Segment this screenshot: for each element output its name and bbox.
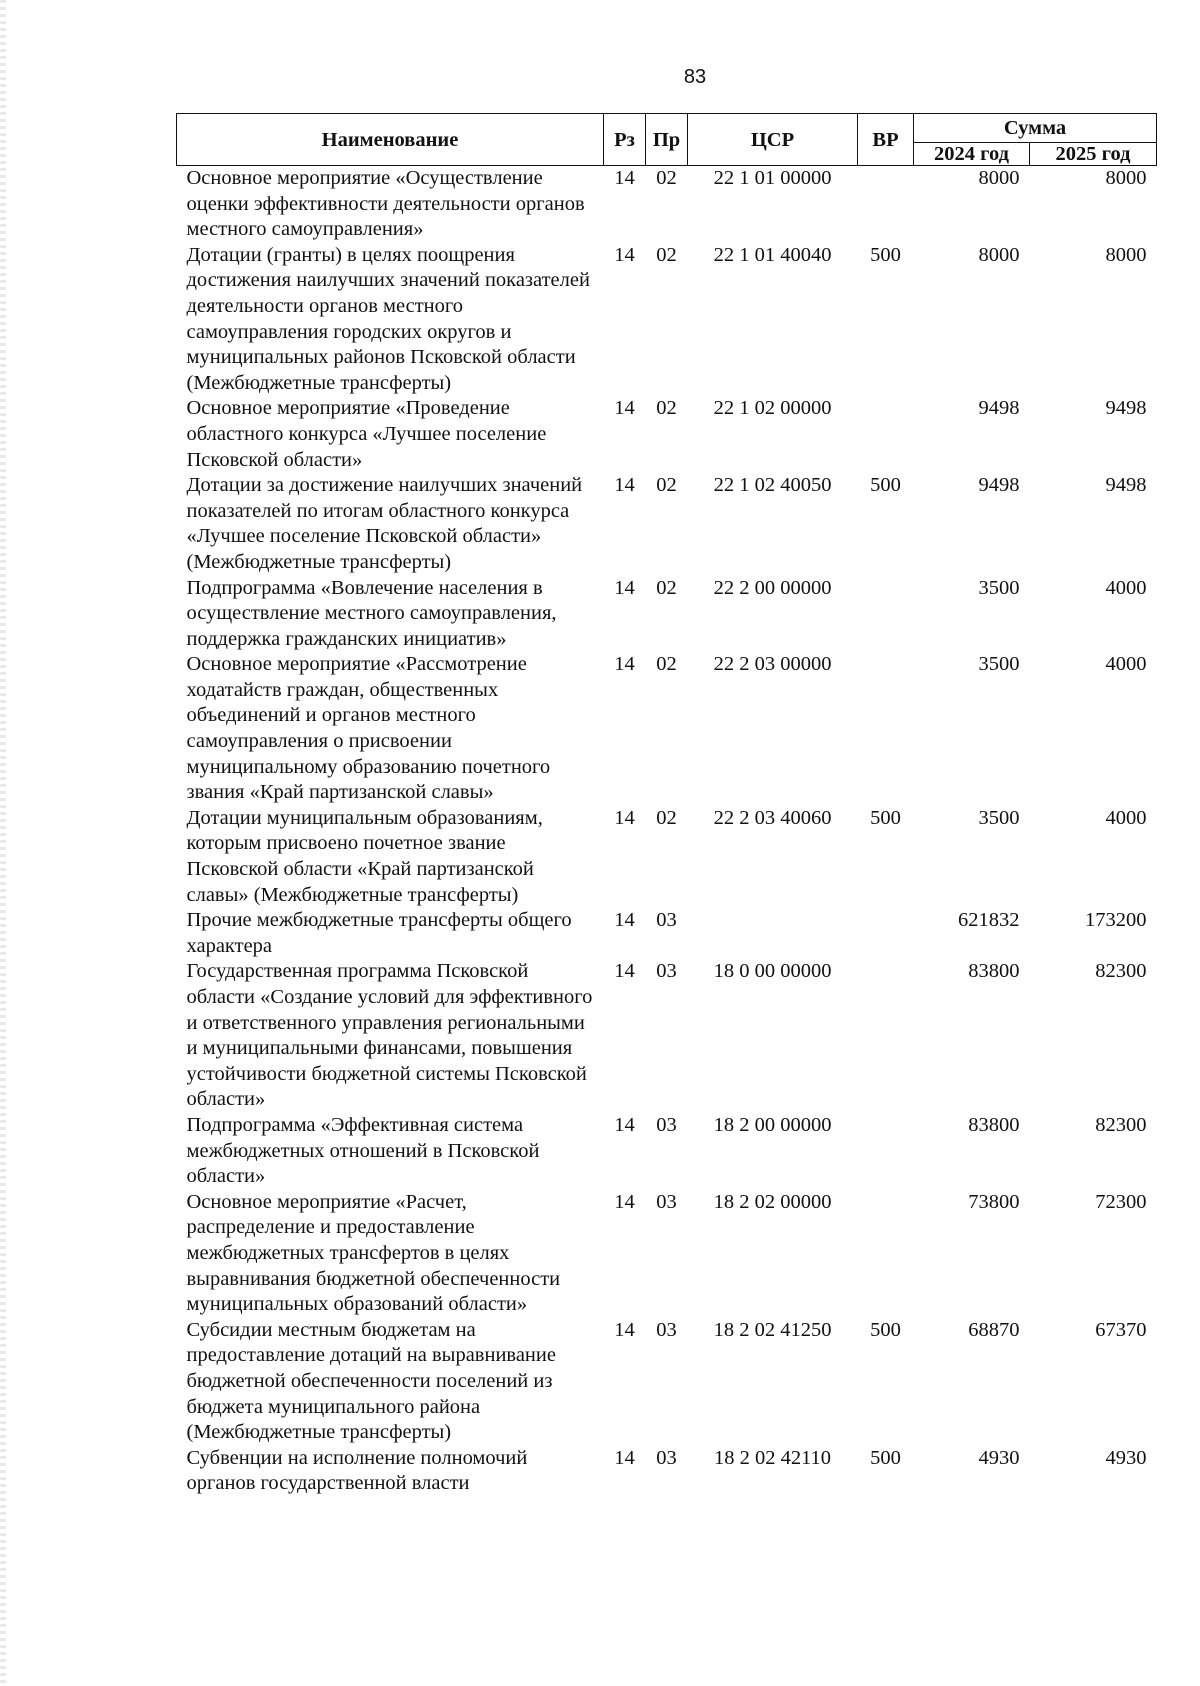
cell-pr: 03 [656,1446,677,1469]
header-year-2025: 2025 год [1030,143,1157,166]
cell-vr [858,652,914,806]
cell-pr: 03 [656,1190,677,1213]
cell-2025: 173200 [1085,909,1147,932]
cell-vr [858,959,914,1113]
cell-2024: 8000 [978,167,1020,189]
table-row [177,576,1157,653]
cell-2025: 4000 [1105,653,1147,676]
cell-pr: 02 [656,474,677,497]
cell-vr [858,1113,914,1190]
cell-csr: 22 2 00 00000 [713,576,832,599]
cell-rz: 14 [614,1446,635,1469]
cell-pr: 02 [656,806,677,829]
table-body [177,166,1157,1497]
cell-2025: 8000 [1105,167,1147,189]
cell-pr: 03 [656,1113,677,1136]
cell-name: Подпрограмма «Вовлечение населения в осуществление местного самоуправления, поддержка гражданских инициатив» [186,576,557,650]
cell-pr: 02 [656,653,677,676]
table-row [177,908,1157,959]
cell-rz: 14 [614,474,635,497]
cell-2024: 9498 [978,474,1020,497]
cell-2024: 4930 [978,1446,1020,1469]
cell-vr [858,1190,914,1318]
cell-2024: 621832 [958,909,1020,932]
table-row [177,396,1157,473]
cell-vr [858,908,914,959]
header-sum: Сумма [914,114,1157,143]
table-row [177,473,1157,575]
cell-csr [688,908,858,959]
cell-name: Субсидии местным бюджетам на предоставление дотаций на выравнивание бюджетной обеспеченности поселений из бюджета муниципального района (Межбюджетные трансферты) [186,1318,556,1444]
cell-csr: 22 1 01 00000 [713,167,832,189]
cell-vr [858,576,914,653]
cell-2024: 68870 [968,1318,1020,1341]
cell-2025: 72300 [1095,1190,1147,1213]
cell-2024: 3500 [978,576,1020,599]
cell-name: Государственная программа Псковской области «Создание условий для эффективного и ответственного управления региональными и муниципальными финансами, повышения устойчивости бюджетной системы Псковской области» [186,960,593,1111]
cell-vr [858,166,914,243]
table-row [177,806,1157,908]
header-vr: ВР [858,114,914,166]
cell-name: Основное мероприятие «Расчет, распределение и предоставление межбюджетных трансфертов в целях выравнивания бюджетной обеспеченности муниципальных образований области» [186,1190,561,1316]
cell-2025: 82300 [1095,960,1147,983]
cell-csr: 18 2 00 00000 [713,1113,832,1136]
cell-pr: 02 [656,397,677,420]
table-row [177,1113,1157,1190]
header-name: Наименование [177,114,604,166]
cell-name: Прочие межбюджетные трансферты общего характера [186,909,572,957]
cell-name: Дотации за достижение наилучших значений показателей по итогам областного конкурса «Лучшее поселение Псковской области» (Межбюджетные трансферты) [186,474,583,573]
cell-2025: 9498 [1105,397,1147,420]
cell-rz: 14 [614,653,635,676]
cell-csr: 22 1 02 00000 [713,397,832,420]
header-rz: Рз [604,114,646,166]
cell-name: Дотации муниципальным образованиям, которым присвоено почетное звание Псковской области «Край партизанской славы» (Межбюджетные трансферты) [186,806,543,906]
cell-pr: 03 [656,960,677,983]
table-row [177,1446,1157,1497]
scan-edge [0,0,6,1686]
cell-pr: 02 [656,576,677,599]
cell-csr: 18 0 00 00000 [713,960,832,983]
table-row [177,1318,1157,1446]
cell-rz: 14 [614,1190,635,1213]
table-row [177,652,1157,806]
cell-vr: 500 [870,1318,901,1341]
cell-rz: 14 [614,806,635,829]
cell-2024: 3500 [978,806,1020,829]
cell-rz: 14 [614,1318,635,1341]
cell-rz: 14 [614,1113,635,1136]
table-header [177,114,1157,166]
table-row [177,1190,1157,1318]
cell-2025: 4930 [1105,1446,1147,1469]
cell-2024: 3500 [978,653,1020,676]
cell-pr: 02 [656,243,677,266]
cell-csr: 18 2 02 42110 [713,1446,832,1469]
cell-2024: 73800 [968,1190,1020,1213]
cell-2025: 67370 [1095,1318,1147,1341]
cell-csr: 22 2 03 40060 [713,806,832,829]
cell-vr: 500 [870,243,901,266]
cell-csr: 22 1 02 40050 [713,474,832,497]
cell-name: Основное мероприятие «Осуществление оценки эффективности деятельности органов местного самоуправления» [186,167,585,241]
cell-2025: 4000 [1105,576,1147,599]
cell-vr: 500 [870,806,901,829]
cell-name: Дотации (гранты) в целях поощрения достижения наилучших значений показателей деятельности органов местного самоуправления городских округов и муниципальных районов Псковской области (Межбюджетные трансферты) [186,243,590,394]
cell-name: Подпрограмма «Эффективная система межбюджетных отношений в Псковской области» [186,1113,540,1188]
cell-2025: 8000 [1105,243,1147,266]
header-csr: ЦСР [688,114,858,166]
cell-2024: 8000 [978,243,1020,266]
cell-rz: 14 [614,397,635,420]
cell-vr [858,396,914,473]
cell-2025: 9498 [1105,474,1147,497]
cell-rz: 14 [614,167,635,189]
cell-pr: 03 [656,909,677,932]
cell-2024: 9498 [978,397,1020,420]
cell-rz: 14 [614,243,635,266]
cell-rz: 14 [614,576,635,599]
cell-pr: 02 [656,167,677,189]
budget-table [176,113,1157,1497]
cell-rz: 14 [614,909,635,932]
cell-2025: 82300 [1095,1113,1147,1136]
cell-csr: 18 2 02 00000 [713,1190,832,1213]
table-row [177,243,1157,397]
cell-name: Субвенции на исполнение полномочий органов государственной власти [186,1446,528,1495]
cell-2025: 4000 [1105,806,1147,829]
cell-vr: 500 [870,1446,901,1469]
cell-name: Основное мероприятие «Рассмотрение ходатайств граждан, общественных объединений и органов местного самоуправления о присвоении муниципальному образованию почетного звания «Край партизанской славы» [186,653,551,804]
cell-vr: 500 [870,474,901,497]
cell-pr: 03 [656,1318,677,1341]
cell-name: Основное мероприятие «Проведение областного конкурса «Лучшее поселение Псковской области» [186,397,547,471]
cell-2024: 83800 [968,1113,1020,1136]
table-row [177,166,1157,243]
cell-2024: 83800 [968,960,1020,983]
page-number: 83 [683,66,707,88]
cell-csr: 22 2 03 00000 [713,653,832,676]
cell-rz: 14 [614,960,635,983]
table-row [177,959,1157,1113]
header-pr: Пр [646,114,688,166]
header-year-2024: 2024 год [914,143,1030,166]
cell-csr: 18 2 02 41250 [713,1318,832,1341]
cell-csr: 22 1 01 40040 [713,243,832,266]
